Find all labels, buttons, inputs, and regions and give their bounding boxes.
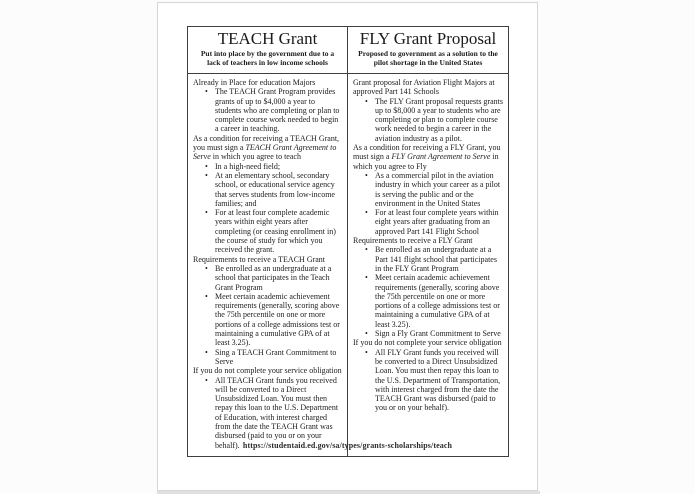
teach-grant-column [188, 74, 348, 456]
bullet-text: Sing a TEACH Grant Commitment to Serve [215, 347, 337, 366]
bullet-item [193, 171, 342, 208]
bullet-text: For at least four complete academic years within eight years after completing (or ceasing enrollment in) the course of study for which you received the grant. [215, 208, 336, 255]
bullet-item [353, 273, 503, 329]
paragraph [193, 134, 342, 162]
paragraph [353, 236, 503, 245]
bullet-item [193, 348, 342, 367]
bullet-text: The TEACH Grant Program provides grants of up to $4,000 a year to students who are completing or plan to complete course work needed to begin a career in teaching. [215, 87, 340, 134]
comparison-table [187, 26, 509, 457]
text-run: As a condition for receiving a TEACH Grant, you must sign a [193, 133, 340, 153]
table-body-row [188, 74, 508, 456]
bullet-icon: • [205, 161, 208, 171]
teach-grant-header [188, 27, 348, 73]
bullet-icon: • [365, 208, 368, 218]
bullet-item [353, 245, 503, 273]
bullet-text: Meet certain academic achievement requirements (generally, scoring above the 75th percentile on one or more portions of a college admissions test or maintaining a cumulative GPA of at least 3.25). [215, 291, 340, 348]
text-run: Grant proposal for Aviation Flight Majors at approved Part 141 Schools [353, 78, 495, 97]
bullet-item [193, 264, 342, 292]
bullet-icon: • [205, 375, 208, 385]
text-run: Requirements to receive a TEACH Grant [193, 254, 326, 264]
bullet-icon: • [365, 96, 368, 106]
bullet-item [353, 171, 503, 208]
bullet-text: Meet certain academic achievement requirements (generally, scoring above the 75th percentile on one or more portions of a college admissions test or maintaining a cumulative GPA of at least 3.25). [375, 273, 500, 329]
bullet-text: At an elementary school, secondary school, or educational service agency that serves students from low-income families; and [215, 170, 335, 208]
paragraph [193, 78, 342, 87]
paragraph [353, 338, 503, 347]
fly-grant-title: FLY Grant Proposal [359, 29, 497, 48]
bullet-icon: • [365, 245, 368, 255]
document-page [157, 2, 538, 491]
bullet-icon: • [365, 347, 368, 357]
paragraph [193, 255, 342, 264]
paragraph [353, 143, 503, 171]
text-run: Already in Place for education Majors [193, 78, 316, 87]
bullet-text: For at least four complete years within eight years after graduating from an approved Part 141 Flight School [375, 208, 499, 236]
text-run: in which you agree to Fly [353, 152, 499, 171]
teach-grant-subtitle: Put into place by the government due to a lack of teachers in low income schools [200, 49, 335, 67]
bullet-text: The FLY Grant proposal requests grants up to $8,000 a year to students who are completing or plan to complete course work needed to begin a career in the aviation industry as a pilot. [375, 96, 503, 143]
text-run: TEACH Grant Agreement to Serve [193, 143, 337, 162]
bullet-text: All TEACH Grant funds you received will be converted to a Direct Unsubsidized Loan. You must then repay this loan to the U.S. Department of Education, with interest charged from the date the TEACH Grant was disbursed (paid to you or on your behalf). [215, 375, 339, 450]
text-run: in which you agree to teach [210, 152, 301, 162]
bullet-text: Be enrolled as an undergraduate at a school that participates in the Teach Grant Program [215, 263, 332, 292]
bullet-item [353, 97, 503, 143]
paragraph [353, 78, 503, 97]
bullet-icon: • [205, 170, 208, 180]
text-run: FLY Grant Agreement to Serve [391, 152, 491, 162]
bullet-icon: • [205, 87, 208, 97]
text-run: If you do not complete your service obligation [353, 338, 502, 348]
bullet-icon: • [205, 291, 208, 301]
bullet-item [193, 376, 342, 450]
fly-grant-header [348, 27, 508, 73]
fly-grant-column [348, 74, 508, 456]
bullet-text: As a commercial pilot in the aviation industry in which your career as a pilot is serving the public and or the environment in the United States [375, 170, 501, 208]
bullet-icon: • [205, 208, 208, 218]
bullet-text: In a high-need field; [215, 161, 281, 171]
bullet-text: Be enrolled as an undergraduate at a Part 141 flight school that participates in the FLY Grant Program [375, 245, 497, 273]
text-run: Requirements to receive a FLY Grant [353, 236, 473, 246]
text-run: As a condition for receiving a FLY Grant, you must sign a [353, 143, 501, 162]
bullet-icon: • [365, 273, 368, 283]
bullet-icon: • [365, 329, 368, 339]
teach-grant-title: TEACH Grant [217, 29, 318, 48]
bullet-item [193, 292, 342, 348]
bullet-text: Sign a Fly Grant Commitment to Serve [375, 329, 501, 339]
fly-grant-subtitle: Proposed to government as a solution to the pilot shortage in the United States [358, 49, 498, 67]
bullet-item [353, 329, 503, 338]
bullet-item [193, 162, 342, 171]
bullet-icon: • [205, 263, 208, 273]
bullet-item [353, 208, 503, 236]
paragraph [193, 366, 342, 375]
bullet-text: All FLY Grant funds you received will be converted to a Direct Unsubsidized Loan. You must then repay this loan to the U.S. Department of Transportation, with interest charged from the date the TEACH Grant was disbursed (paid to you or on your behalf). [375, 347, 501, 413]
bullet-item [353, 348, 503, 413]
source-url: https://studentaid.ed.gov/sa/types/grants-scholarships/teach [242, 441, 453, 450]
bullet-icon: • [205, 347, 208, 357]
text-run: If you do not complete your service obligation [193, 366, 342, 376]
bullet-item [193, 208, 342, 254]
bullet-icon: • [365, 170, 368, 180]
table-header-row [188, 27, 508, 74]
bullet-item [193, 87, 342, 133]
